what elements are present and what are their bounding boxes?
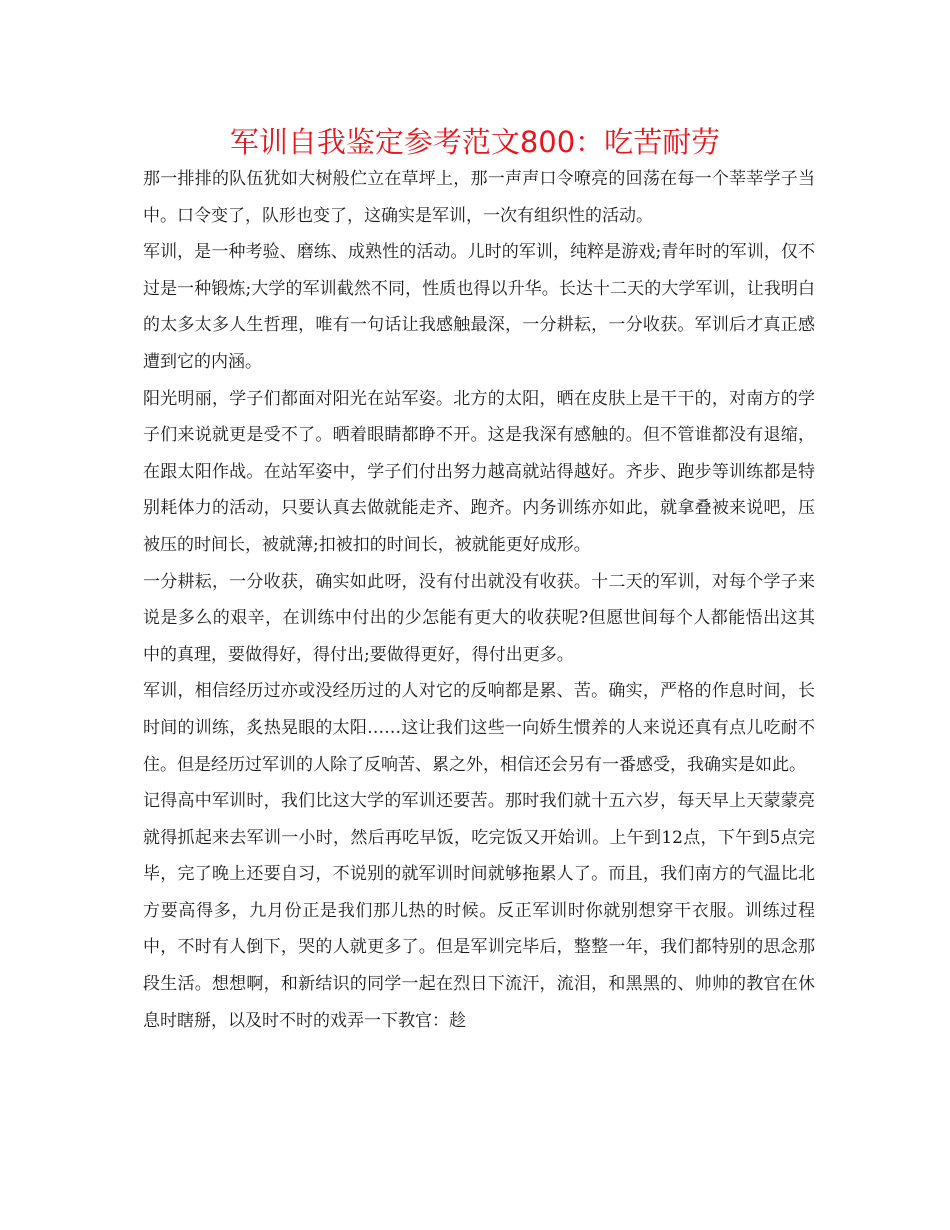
document-body xyxy=(143,161,815,1039)
paragraph-5: 军训，相信经历过亦或没经历过的人对它的反响都是累、苦。确实，严格的作息时间，长时间的训练，炙热晃眼的太阳……这让我们这些一向娇生惯养的人来说还真有点儿吃耐不住。但是经历过军训的人除了反响苦、累之外，相信还会另有一番感受，我确实是如此。 xyxy=(143,681,815,775)
paragraph-6: 记得高中军训时，我们比这大学的军训还要苦。那时我们就十五六岁，每天早上天蒙蒙亮就得抓起来去军训一小时，然后再吃早饭，吃完饭又开始训。上午到12点，下午到5点完毕，完了晚上还要自习，不说别的就军训时间就够拖累人了。而且，我们南方的气温比北方要高得多，九月份正是我们那儿热的时候。反正军训时你就别想穿干衣服。训练过程中，不时有人倒下，哭的人就更多了。但是军训完毕后，整整一年，我们都特别的思念那段生活。想想啊，和新结识的同学一起在烈日下流汗，流泪，和黑黑的、帅帅的教官在休息时瞎掰，以及时不时的戏弄一下教官：趁 xyxy=(143,791,815,1031)
paragraph-1: 那一排排的队伍犹如大树般伫立在草坪上，那一声声口令嘹亮的回荡在每一个莘莘学子当中。口令变了，队形也变了，这确实是军训，一次有组织性的活动。 xyxy=(143,169,815,226)
paragraph-3: 阳光明丽，学子们都面对阳光在站军姿。北方的太阳，晒在皮肤上是干干的，对南方的学子们来说就更是受不了。晒着眼睛都睁不开。这是我深有感触的。但不管谁都没有退缩，在跟太阳作战。在站军姿中，学子们付出努力越高就站得越好。齐步、跑步等训练都是特别耗体力的活动，只要认真去做就能走齐、跑齐。内务训练亦如此，就拿叠被来说吧，压被压的时间长，被就薄;扣被扣的时间长，被就能更好成形。 xyxy=(143,388,815,555)
paragraph-4: 一分耕耘，一分收获，确实如此呀，没有付出就没有收获。十二天的军训，对每个学子来说是多么的艰辛，在训练中付出的少怎能有更大的收获呢?但愿世间每个人都能悟出这其中的真理，要做得好，得付出;要做得更好，得付出更多。 xyxy=(143,571,815,665)
paragraph-2: 军训，是一种考验、磨练、成熟性的活动。儿时的军训，纯粹是游戏;青年时的军训，仅不过是一种锻炼;大学的军训截然不同，性质也得以升华。长达十二天的大学军训，让我明白的太多太多人生哲理，唯有一句话让我感触最深，一分耕耘，一分收获。军训后才真正感遭到它的内涵。 xyxy=(143,242,815,372)
document-title: 军训自我鉴定参考范文800：吃苦耐劳 xyxy=(229,125,721,159)
